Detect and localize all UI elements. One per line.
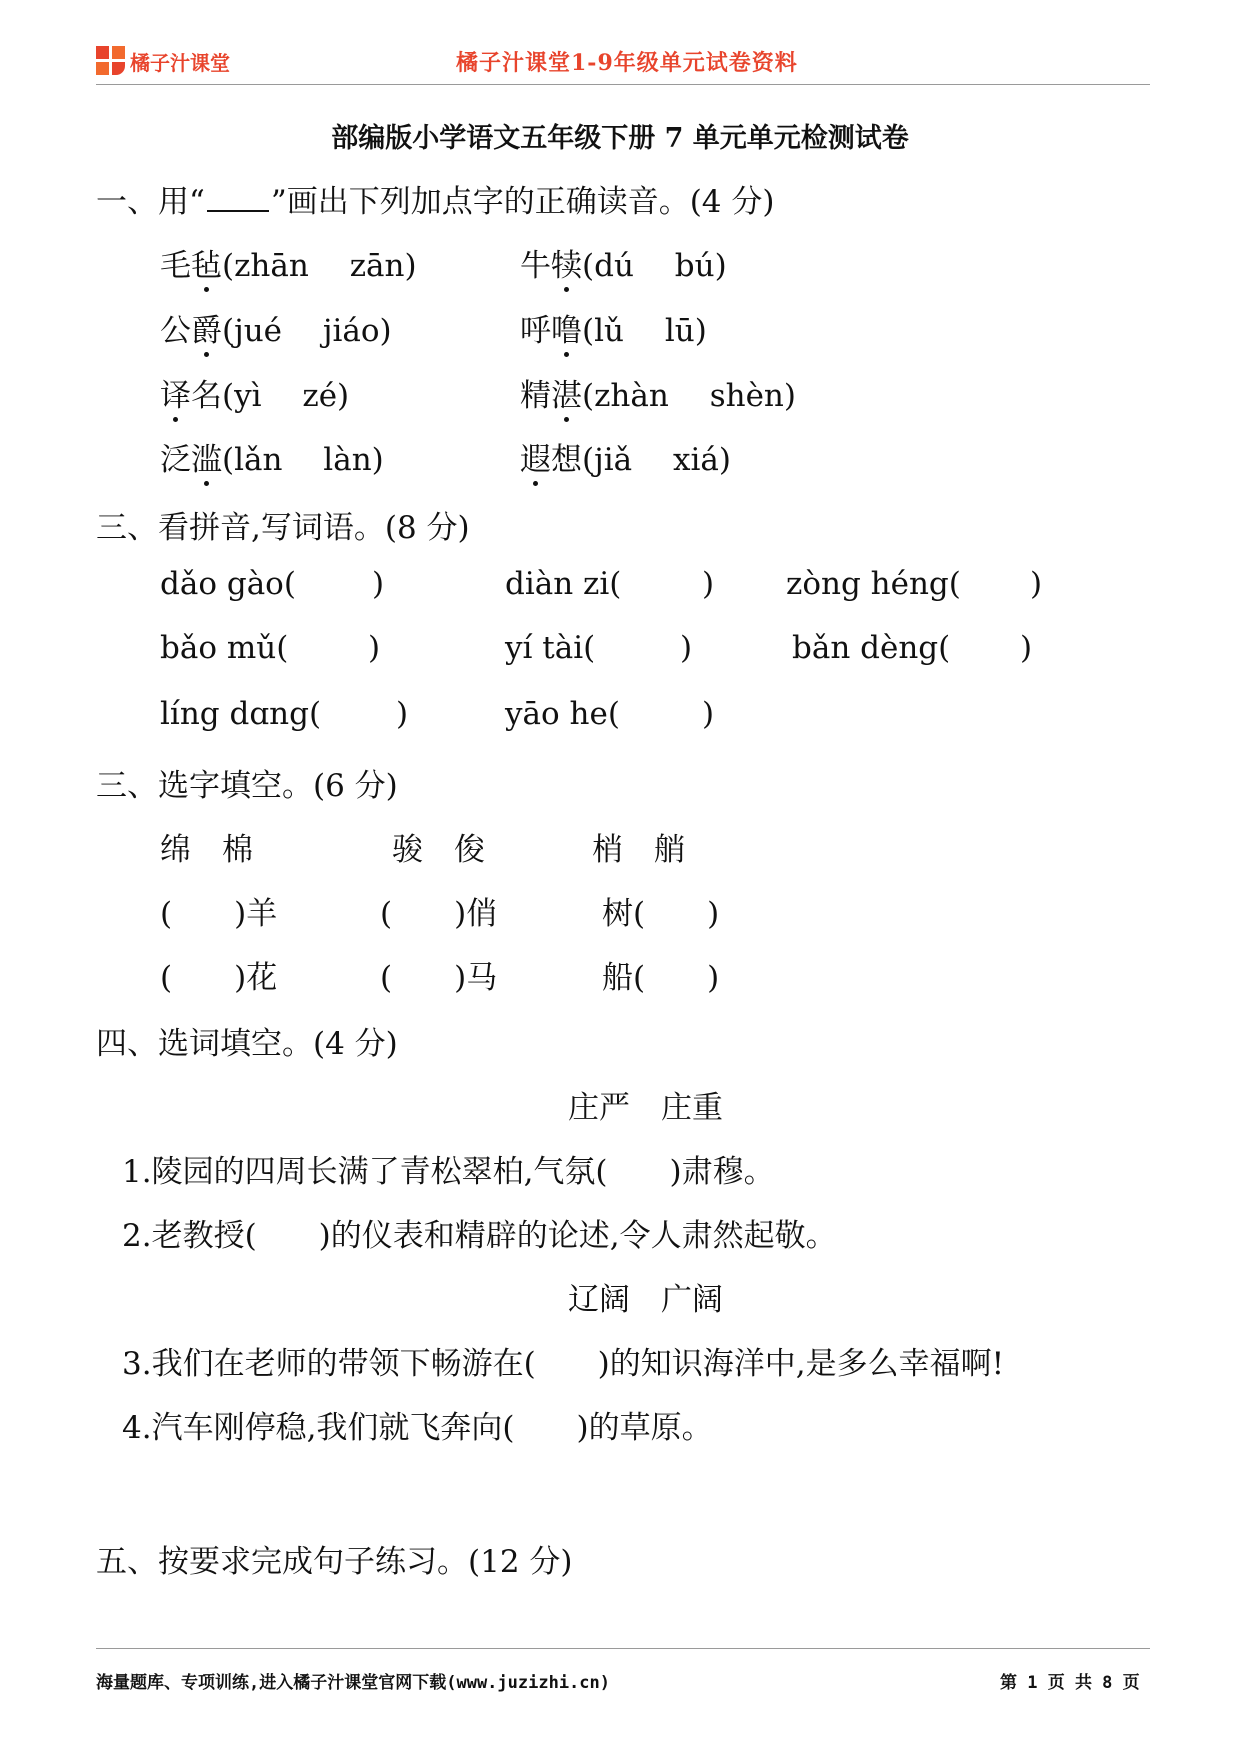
fill-blank: 船( ) bbox=[602, 960, 720, 996]
pinyin-word: bǎn dèng( bbox=[792, 630, 951, 666]
pinyin-item: 遐想(jiǎ xiá) bbox=[520, 434, 731, 479]
paper-title: 部编版小学语文五年级下册 7 单元单元检测试卷 bbox=[331, 123, 909, 154]
answer-close: ) bbox=[1020, 630, 1033, 666]
page-number: 第 1 页 共 8 页 bbox=[1000, 1673, 1140, 1693]
footer-divider bbox=[96, 1648, 1150, 1649]
char-choices: 梢 艄 bbox=[592, 832, 685, 868]
pinyin-word: zòng héng( bbox=[786, 566, 961, 602]
answer-close: ) bbox=[680, 630, 693, 666]
section-4-title: 四、选词填空。(4 分) bbox=[96, 1026, 398, 1062]
fill-blank: ( )马 bbox=[380, 960, 498, 996]
pinyin-word: yāo he( bbox=[505, 696, 620, 732]
word-choices: 辽阔 广阔 bbox=[568, 1282, 723, 1318]
pinyin-item: 公爵(jué jiáo) bbox=[160, 305, 392, 350]
underline-blank bbox=[207, 184, 269, 212]
footer-note: 海量题库、专项训练,进入橘子汁课堂官网下载(www.juzizhi.cn) bbox=[96, 1673, 610, 1693]
section-3-title: 三、选字填空。(6 分) bbox=[96, 768, 398, 804]
header-title: 橘子汁课堂1-9年级单元试卷资料 bbox=[456, 50, 798, 76]
pinyin-item: 精湛(zhàn shèn) bbox=[520, 370, 796, 415]
question-2: 2.老教授( )的仪表和精辟的论述,令人肃然起敬。 bbox=[122, 1218, 837, 1254]
word-choices: 庄严 庄重 bbox=[568, 1090, 723, 1126]
brand-logo bbox=[96, 44, 230, 78]
answer-close: ) bbox=[368, 630, 381, 666]
answer-close: ) bbox=[702, 696, 715, 732]
fill-blank: ( )俏 bbox=[380, 896, 498, 932]
answer-close: ) bbox=[372, 566, 385, 602]
section-5-title: 五、按要求完成句子练习。(12 分) bbox=[96, 1544, 573, 1580]
pinyin-word: yí tài( bbox=[505, 630, 596, 666]
pinyin-word: bǎo mǔ( bbox=[160, 630, 289, 666]
question-4: 4.汽车刚停稳,我们就飞奔向( )的草原。 bbox=[122, 1410, 713, 1446]
fill-blank: 树( ) bbox=[602, 896, 720, 932]
pinyin-word: líng dɑng( bbox=[160, 696, 322, 732]
char-choices: 绵 棉 bbox=[160, 832, 253, 868]
pinyin-word: diàn zi( bbox=[505, 566, 622, 602]
char-choices: 骏 俊 bbox=[392, 832, 485, 868]
pinyin-item: 毛毡(zhān zān) bbox=[160, 240, 417, 285]
header-divider bbox=[96, 84, 1150, 85]
fill-blank: ( )羊 bbox=[160, 896, 278, 932]
pinyin-word: dǎo gào( bbox=[160, 566, 296, 602]
section-2-title: 三、看拼音,写词语。(8 分) bbox=[96, 510, 470, 546]
logo-icon bbox=[96, 46, 126, 76]
question-1: 1.陵园的四周长满了青松翠柏,气氛( )肃穆。 bbox=[122, 1154, 775, 1190]
answer-close: ) bbox=[702, 566, 715, 602]
question-3: 3.我们在老师的带领下畅游在( )的知识海洋中,是多么幸福啊! bbox=[122, 1346, 1005, 1382]
section-1-title: 一、用“ ”画出下列加点字的正确读音。(4 分) bbox=[96, 184, 775, 220]
pinyin-item: 译名(yì zé) bbox=[160, 370, 349, 415]
answer-close: ) bbox=[396, 696, 409, 732]
brand-name: 橘子汁课堂 bbox=[130, 50, 230, 75]
pinyin-item: 牛犊(dú bú) bbox=[520, 240, 727, 285]
answer-close: ) bbox=[1030, 566, 1043, 602]
pinyin-item: 泛滥(lǎn làn) bbox=[160, 434, 384, 479]
fill-blank: ( )花 bbox=[160, 960, 278, 996]
pinyin-item: 呼噜(lǔ lū) bbox=[520, 305, 707, 350]
